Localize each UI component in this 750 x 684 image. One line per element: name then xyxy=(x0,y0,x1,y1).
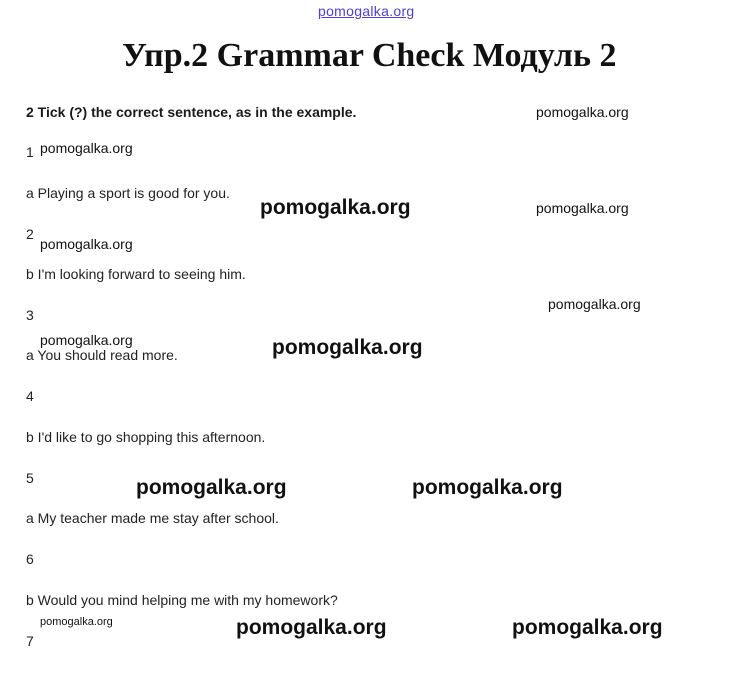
item-answer-1: a Playing a sport is good for you. xyxy=(26,185,230,201)
page-title: Упр.2 Grammar Check Модуль 2 xyxy=(122,37,617,74)
top-watermark: pomogalka.org xyxy=(318,3,415,19)
watermark: pomogalka.org xyxy=(40,140,133,156)
item-answer-2: b I'm looking forward to seeing him. xyxy=(26,266,246,282)
item-answer-3: a You should read more. xyxy=(26,347,178,363)
item-answer-4: b I'd like to go shopping this afternoon. xyxy=(26,429,266,445)
item-number-6: 6 xyxy=(26,551,34,567)
watermark: pomogalka.org xyxy=(260,196,411,219)
watermark: pomogalka.org xyxy=(272,336,423,359)
watermark: pomogalka.org xyxy=(40,332,133,348)
watermark: pomogalka.org xyxy=(236,616,387,639)
watermark: pomogalka.org xyxy=(536,104,629,120)
watermark: pomogalka.org xyxy=(412,476,563,499)
item-number-3: 3 xyxy=(26,307,34,323)
item-answer-6: b Would you mind helping me with my homework? xyxy=(26,592,338,608)
watermark: pomogalka.org xyxy=(512,616,663,639)
watermark: pomogalka.org xyxy=(548,296,641,312)
item-number-4: 4 xyxy=(26,388,34,404)
watermark: pomogalka.org xyxy=(136,476,287,499)
instruction: 2 Tick (?) the correct sentence, as in the example. xyxy=(26,104,357,120)
watermark: pomogalka.org xyxy=(40,236,133,252)
item-answer-5: a My teacher made me stay after school. xyxy=(26,510,279,526)
item-number-5: 5 xyxy=(26,470,34,486)
item-number-1: 1 xyxy=(26,144,34,160)
item-number-7: 7 xyxy=(26,633,34,649)
watermark: pomogalka.org xyxy=(40,616,113,628)
item-number-2: 2 xyxy=(26,226,34,242)
watermark: pomogalka.org xyxy=(536,200,629,216)
